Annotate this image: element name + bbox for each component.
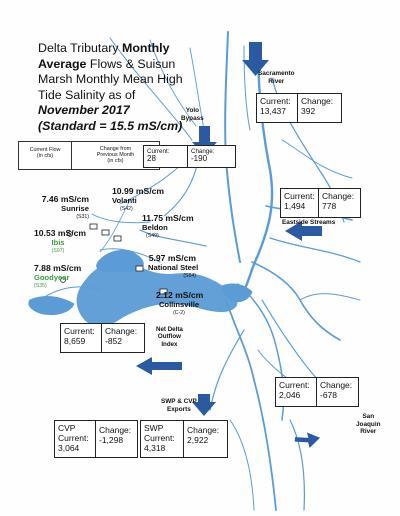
exports-label: SWP & CVP Exports (161, 398, 197, 413)
legend-current-flow: Current Flow (in cfs) (29, 147, 61, 160)
station-volanti: 10.99 mS/cm Volanti (S42) (112, 186, 165, 213)
net-delta-outflow-label: Net Delta Outflow Index (156, 326, 183, 348)
eastside-streams-box: Current: 1,494 Change: 778 (280, 188, 361, 218)
cvp-box: CVP Current: 3,064 Change: -1,298 (54, 420, 138, 458)
swp-box: SWP Current: 4,318 Change: 2,922 (140, 420, 228, 458)
map-title: Delta Tributary Monthly Average Flows & Suisun Marsh Monthly Mean High Tide Salinity as of November 2017 (Standard = 15.5 mS/cm) (38, 41, 183, 133)
station-goodyear: 7.88 mS/cm Goodyear (S35) (34, 263, 82, 290)
outflow-arrow (136, 357, 182, 375)
station-national-steel: 5.97 mS/cm National Steel (S64) (148, 253, 199, 280)
station-collinsville: 2.12 mS/cm Collinsville (C-2) (156, 290, 204, 317)
station-marker-national-steel (136, 266, 143, 271)
san-joaquin-river-label: San Joaquin River (356, 413, 381, 436)
station-marker-sunrise (90, 224, 97, 229)
station-beldon: 11.75 mS/cm Beldon (S49) (142, 213, 194, 240)
san-joaquin-arrow (293, 427, 320, 452)
san-joaquin-river-box: Current: 2,046 Change: -678 (275, 377, 359, 407)
station-marker-volanti (102, 230, 109, 235)
station-ibis: 10.53 mS/cm Ibis (S97) (34, 228, 87, 255)
sacramento-river-label: Sacramento River (258, 70, 295, 85)
flow-legend (18, 141, 160, 170)
yolo-bypass-box: Current: 28 Change: -190 (143, 145, 236, 168)
net-delta-outflow-box: Current: 8,659 Change: -852 (60, 323, 145, 353)
eastside-streams-label: Eastside Streams (282, 219, 336, 226)
legend-change: Change from Previous Month (in cfs) (71, 142, 159, 169)
station-sunrise: 7.46 mS/cm Sunrise (S31) (41, 194, 89, 221)
sacramento-river-box: Current: 13,437 Change: 392 (256, 93, 342, 123)
yolo-bypass-label: Yolo Bypass (181, 107, 204, 122)
station-marker-beldon (114, 236, 121, 241)
